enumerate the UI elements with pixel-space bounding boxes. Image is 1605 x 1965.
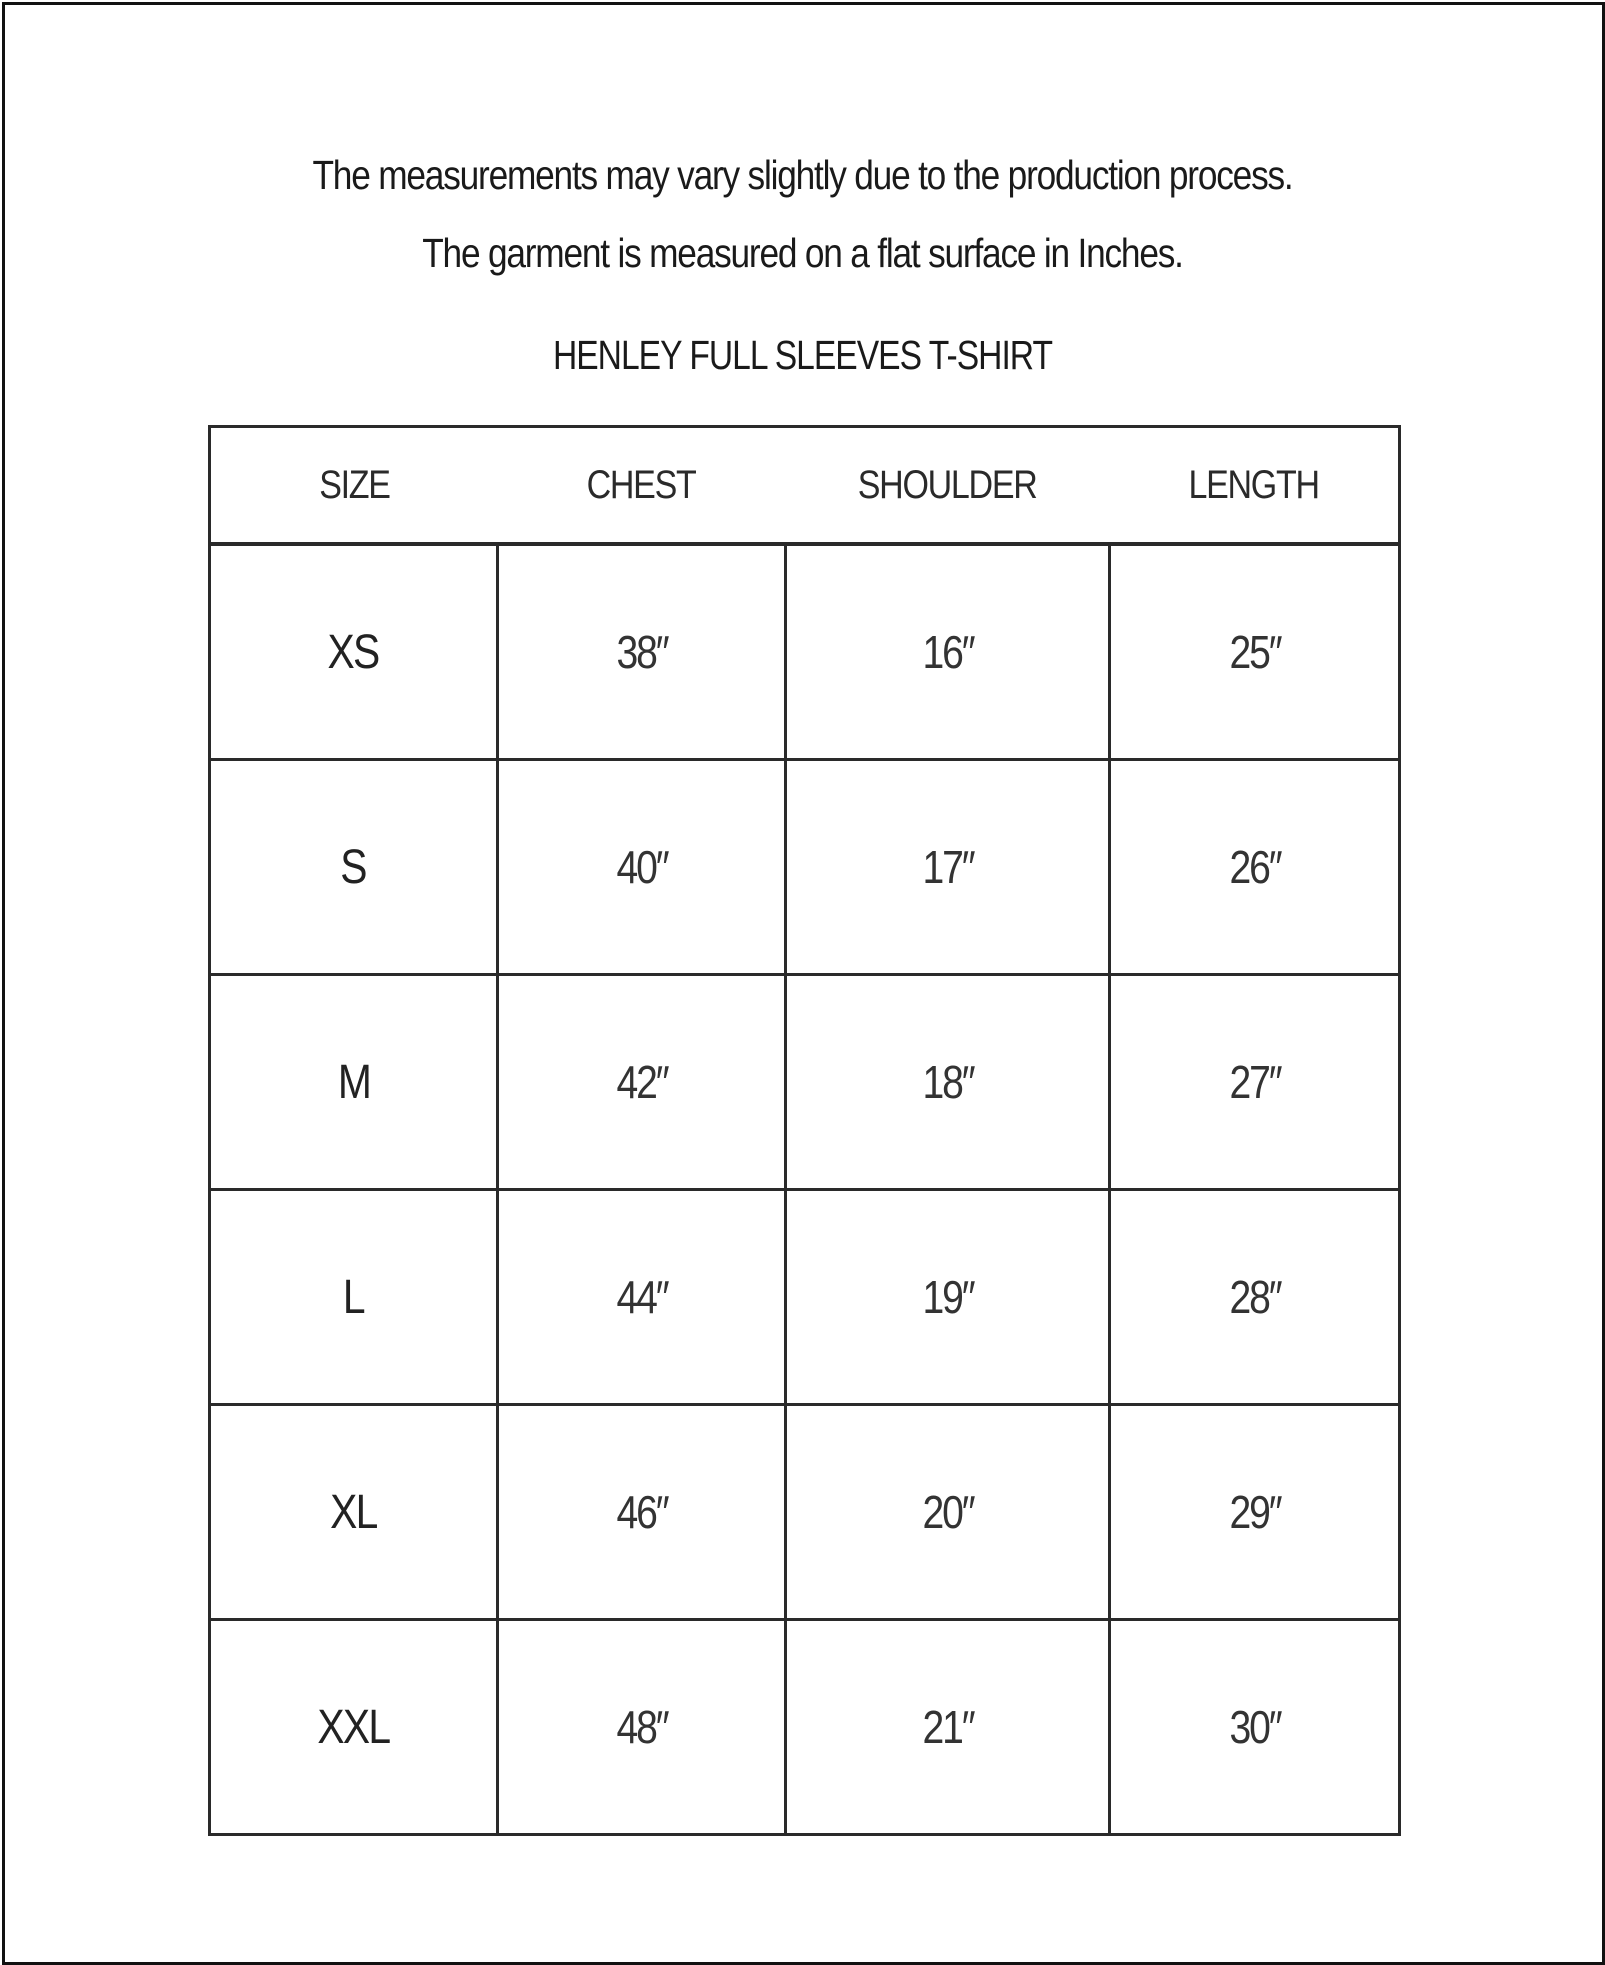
size-cell: XXL — [210, 1620, 498, 1835]
size-cell: XS — [210, 544, 498, 760]
table-row — [210, 975, 1400, 1190]
size-cell: XL — [210, 1405, 498, 1620]
chest-cell: 44″ — [498, 1190, 786, 1405]
chest-cell: 48″ — [498, 1620, 786, 1835]
chart-title: HENLEY FULL SLEEVES T-SHIRT — [552, 332, 1053, 378]
table-row — [210, 760, 1400, 975]
size-cell: S — [210, 760, 498, 975]
shoulder-cell: 21″ — [786, 1620, 1110, 1835]
note-line-2: The garment is measured on a flat surface in Inches. — [422, 230, 1183, 276]
table-row — [210, 1405, 1400, 1620]
table-row — [210, 1190, 1400, 1405]
size-cell: L — [210, 1190, 498, 1405]
size-cell: M — [210, 975, 498, 1190]
length-cell: 26″ — [1110, 760, 1400, 975]
shoulder-cell: 18″ — [786, 975, 1110, 1190]
header-chest: CHEST — [498, 427, 786, 545]
shoulder-cell: 20″ — [786, 1405, 1110, 1620]
length-cell: 27″ — [1110, 975, 1400, 1190]
length-cell: 25″ — [1110, 544, 1400, 760]
header-size: SIZE — [210, 427, 498, 545]
table-row — [210, 1620, 1400, 1835]
shoulder-cell: 17″ — [786, 760, 1110, 975]
size-chart-table — [208, 425, 1401, 1836]
chest-cell: 42″ — [498, 975, 786, 1190]
table-row — [210, 544, 1400, 760]
chest-cell: 38″ — [498, 544, 786, 760]
chest-cell: 40″ — [498, 760, 786, 975]
shoulder-cell: 19″ — [786, 1190, 1110, 1405]
length-cell: 29″ — [1110, 1405, 1400, 1620]
header-row — [210, 427, 1400, 545]
length-cell: 30″ — [1110, 1620, 1400, 1835]
shoulder-cell: 16″ — [786, 544, 1110, 760]
chest-cell: 46″ — [498, 1405, 786, 1620]
header-shoulder: SHOULDER — [786, 427, 1110, 545]
length-cell: 28″ — [1110, 1190, 1400, 1405]
header-length: LENGTH — [1110, 427, 1400, 545]
note-line-1: The measurements may vary slightly due to the production process. — [312, 152, 1293, 198]
